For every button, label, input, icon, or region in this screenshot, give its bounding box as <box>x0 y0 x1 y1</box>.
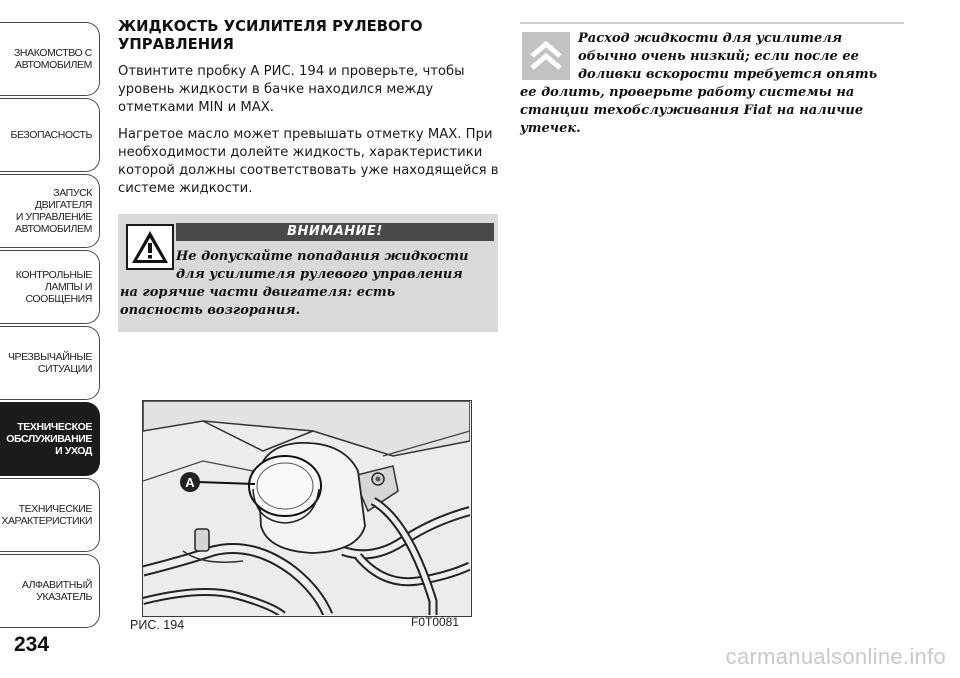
column-divider <box>520 22 904 24</box>
tip-line: доливки вскорости требуется опять <box>578 67 878 82</box>
tip-line: станции техобслуживания Fiat на наличие <box>520 103 864 118</box>
figure-code: F0T0081 <box>411 615 460 629</box>
tab-index[interactable]: АЛФАВИТНЫЙ УКАЗАТЕЛЬ <box>0 554 100 628</box>
tip-line: утечек. <box>520 121 581 136</box>
page-number: 234 <box>14 633 50 656</box>
warning-heading: ВНИМАНИЕ! <box>176 223 494 241</box>
tab-technical-specs[interactable]: ТЕХНИЧЕСКИЕ ХАРАКТЕРИСТИКИ <box>0 478 100 552</box>
figure-caption: РИС. 194 <box>130 618 185 632</box>
tip-text <box>520 30 908 138</box>
main-column <box>118 18 500 198</box>
tip-line: ее долить, проверьте работу системы на <box>520 85 855 100</box>
callout-a-label: A <box>185 475 195 490</box>
watermark: carmanualsonline.info <box>725 644 946 669</box>
paragraph-check-level: Отвинтите пробку A РИС. 194 и проверьте, чтобы уровень жидкости в бачке находился между отметками MIN и MAX. <box>118 64 465 115</box>
tab-maintenance[interactable]: ТЕХНИЧЕСКОЕ ОБСЛУЖИВАНИЕ И УХОД <box>0 402 100 476</box>
tab-starting-driving[interactable]: ЗАПУСК ДВИГАТЕЛЯ И УПРАВЛЕНИЕ АВТОМОБИЛЕМ <box>0 174 100 248</box>
reservoir-illustration <box>143 401 470 615</box>
chapter-tabs <box>0 22 100 630</box>
warning-line: на горячие части двигателя: есть <box>120 285 396 300</box>
warning-box <box>118 214 498 332</box>
warning-line: для усилителя рулевого управления <box>176 267 463 282</box>
warning-text <box>118 248 492 320</box>
tip-line: Расход жидкости для усилителя <box>578 31 843 46</box>
warning-line: опасность возгорания. <box>120 303 301 318</box>
section-title-line1: ЖИДКОСТЬ УСИЛИТЕЛЯ РУЛЕВОГО <box>118 18 423 35</box>
tab-safety[interactable]: БЕЗОПАСНОСТЬ <box>0 98 100 172</box>
paragraph-top-up: Нагретое масло может превышать отметку MAX. При необходимости долейте жидкость, характеристики которой должны соответствовать уже находящейся в системе жидкости. <box>118 127 499 196</box>
tab-warning-lights[interactable]: КОНТРОЛЬНЫЕ ЛАМПЫ И СООБЩЕНИЯ <box>0 250 100 324</box>
figure-reservoir-photo <box>142 400 472 617</box>
tab-introduction[interactable]: ЗНАКОМСТВО С АВТОМОБИЛЕМ <box>0 22 100 96</box>
warning-line: Не допускайте попадания жидкости <box>176 249 469 264</box>
section-title <box>118 18 500 54</box>
tab-emergencies[interactable]: ЧРЕЗВЫЧАЙНЫЕ СИТУАЦИИ <box>0 326 100 400</box>
tip-line: обычно очень низкий; если после ее <box>578 49 859 64</box>
section-title-line2: УПРАВЛЕНИЯ <box>118 36 234 53</box>
